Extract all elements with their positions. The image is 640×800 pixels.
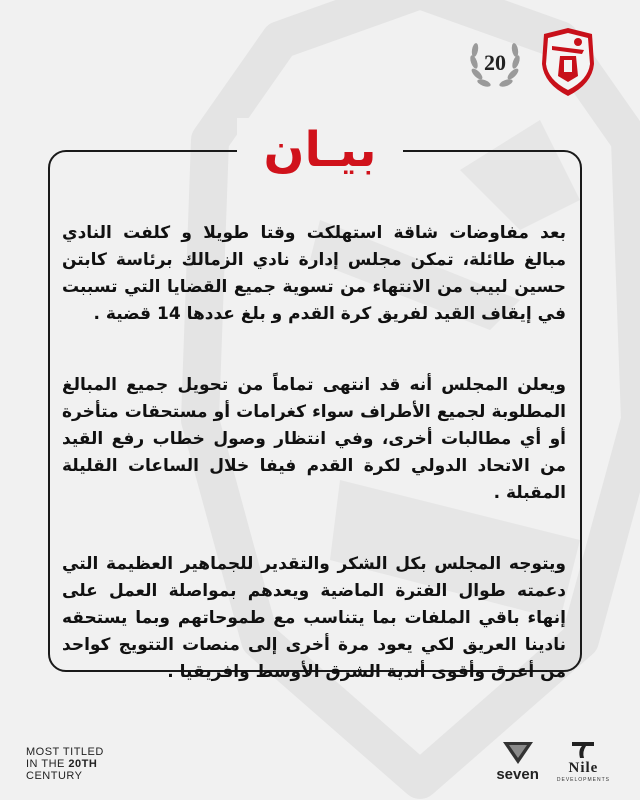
header-logos bbox=[464, 28, 598, 98]
zamalek-crest-icon bbox=[538, 28, 598, 98]
title-wrap bbox=[0, 118, 640, 182]
slogan-line-1: MOST TITLED bbox=[26, 746, 104, 758]
sponsor-seven-name: seven bbox=[496, 766, 539, 783]
sponsors bbox=[496, 740, 610, 783]
nile-logo-icon bbox=[570, 740, 596, 760]
anniversary-number: 20 bbox=[484, 50, 506, 75]
slogan-line-2-text: IN THE bbox=[26, 758, 69, 770]
slogan-line-2-bold: 20TH bbox=[68, 758, 98, 770]
sponsor-nile-subtitle: DEVELOPMENTS bbox=[556, 777, 610, 783]
statement-body bbox=[62, 220, 566, 730]
sponsor-nile-name: Nile bbox=[568, 760, 599, 776]
sponsor-nile bbox=[557, 740, 610, 783]
paragraph-2: ويعلن المجلس أنه قد انتهى تماماً من تحويل جميع المبالغ المطلوبة لجميع الأطراف سواء كغرامات أو مستحقات متأخرة أو أي مطالبات أخرى، وفي انتظار وصول خطاب رفع القيد من الاتحاد الدولي لكرة القدم فيفا خلال الساعات القليلة المقبلة . bbox=[62, 375, 566, 503]
footer-slogan bbox=[26, 746, 104, 782]
anniversary-badge bbox=[464, 32, 526, 94]
page-title: بيـان bbox=[237, 118, 402, 182]
slogan-line-3: CENTURY bbox=[26, 770, 83, 782]
sponsor-seven bbox=[496, 740, 539, 783]
seven-logo-icon bbox=[501, 740, 535, 766]
paragraph-1: بعد مفاوضات شاقة استهلكت وقتا طويلا و كلفت النادي مبالغ طائلة، تمكن مجلس إدارة نادي الزمالك برئاسة كابتن حسين لبيب من الانتهاء من تسوية جميع القضايا التي تسببت في إيقاف القيد لفريق كرة القدم و بلغ عددها 14 قضية . bbox=[62, 223, 566, 324]
paragraph-3: ويتوجه المجلس بكل الشكر والتقدير للجماهير العظيمة التي دعمته طوال الفترة الماضية ويعدهم بمواصلة العمل على إنهاء باقي الملفات بما يتناسب مع طموحاتهم وبما يستحقه نادينا العريق لكي يعود مرة أخرى إلى منصات التتويج كواحد من أعرق وأقوى أندية الشرق الأوسط وافريقيا . bbox=[62, 554, 566, 682]
slogan-line-2 bbox=[26, 758, 104, 770]
